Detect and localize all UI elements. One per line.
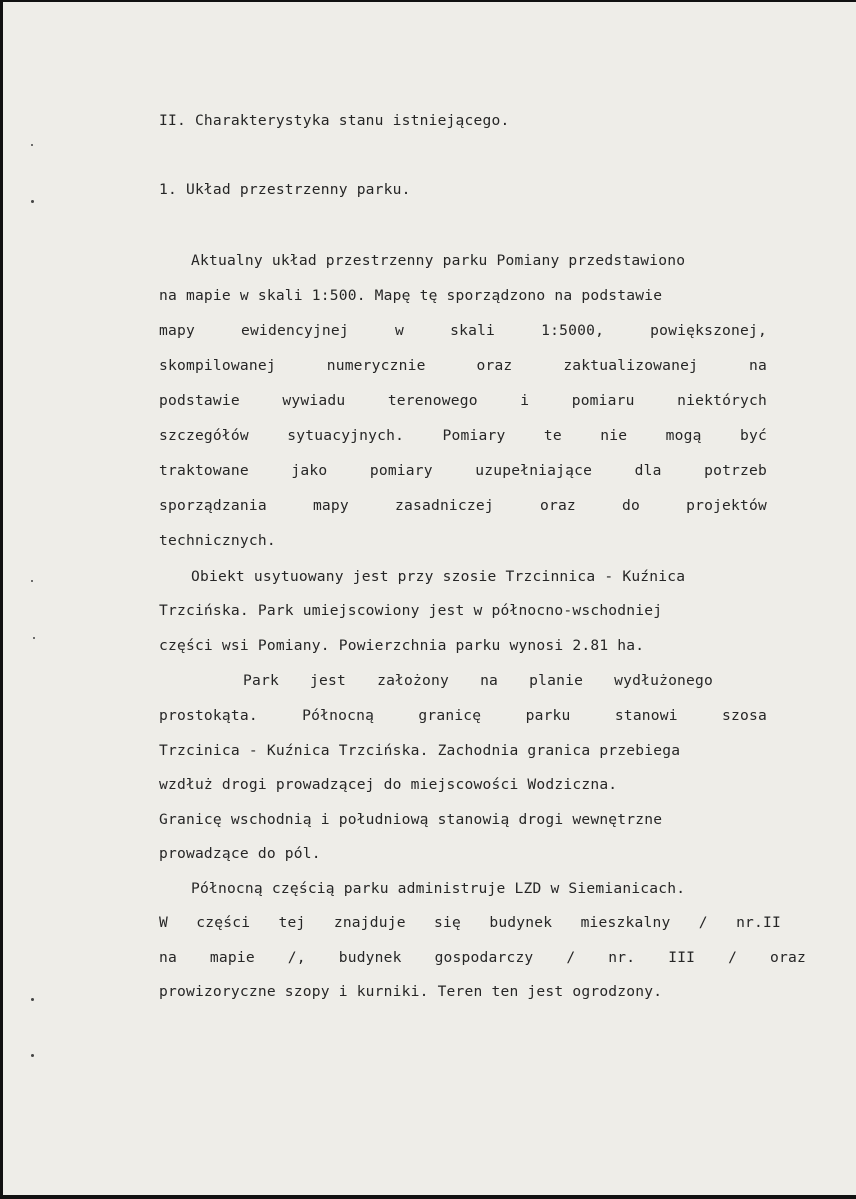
paragraph-line: skompilowanej numerycznie oraz zaktualizowanej na bbox=[159, 357, 767, 374]
paragraph-line: szczegółów sytuacyjnych. Pomiary te nie mogą być bbox=[159, 427, 767, 444]
paragraph-line: Aktualny układ przestrzenny parku Pomiany przedstawiono bbox=[191, 252, 686, 269]
section-heading: II. Charakterystyka stanu istniejącego. bbox=[159, 112, 510, 129]
paragraph-line: na mapie /, budynek gospodarczy / nr. III / oraz bbox=[159, 949, 806, 966]
paragraph-line: prowadzące do pól. bbox=[159, 845, 321, 862]
paragraph-line: traktowane jako pomiary uzupełniające dla potrzeb bbox=[159, 462, 767, 479]
paragraph-line: Granicę wschodnią i południową stanowią drogi wewnętrzne bbox=[159, 811, 663, 828]
scan-speck bbox=[33, 637, 35, 639]
paragraph-line: W części tej znajduje się budynek mieszkalny / nr.II bbox=[159, 914, 781, 931]
paragraph-line: Park jest założony na planie wydłużonego bbox=[243, 672, 713, 689]
scan-speck bbox=[31, 580, 33, 582]
paragraph-line: na mapie w skali 1:500. Mapę tę sporządzono na podstawie bbox=[159, 287, 663, 304]
paragraph-line: sporządzania mapy zasadniczej oraz do projektów bbox=[159, 497, 767, 514]
paragraph-line: Północną częścią parku administruje LZD w Siemianicach. bbox=[191, 880, 686, 897]
scan-speck bbox=[31, 1054, 34, 1057]
paragraph-line: podstawie wywiadu terenowego i pomiaru niektórych bbox=[159, 392, 767, 409]
paragraph-line: Trzcinica - Kuźnica Trzcińska. Zachodnia granica przebiega bbox=[159, 742, 681, 759]
paragraph-line: mapy ewidencyjnej w skali 1:5000, powiększonej, bbox=[159, 322, 767, 339]
paragraph-line: prowizoryczne szopy i kurniki. Teren ten jest ogrodzony. bbox=[159, 983, 663, 1000]
paragraph-line: technicznych. bbox=[159, 532, 276, 549]
paragraph-line: Obiekt usytuowany jest przy szosie Trzcinnica - Kuźnica bbox=[191, 568, 686, 585]
scan-speck bbox=[31, 144, 33, 146]
paragraph-line: Trzcińska. Park umiejscowiony jest w północno-wschodniej bbox=[159, 602, 663, 619]
subsection-heading: 1. Układ przestrzenny parku. bbox=[159, 181, 411, 198]
scan-speck bbox=[31, 200, 34, 203]
paragraph-line: prostokąta. Północną granicę parku stanowi szosa bbox=[159, 707, 767, 724]
scan-speck bbox=[31, 998, 34, 1001]
paragraph-line: wzdłuż drogi prowadzącej do miejscowości Wodziczna. bbox=[159, 776, 618, 793]
paragraph-line: części wsi Pomiany. Powierzchnia parku wynosi 2.81 ha. bbox=[159, 637, 645, 654]
